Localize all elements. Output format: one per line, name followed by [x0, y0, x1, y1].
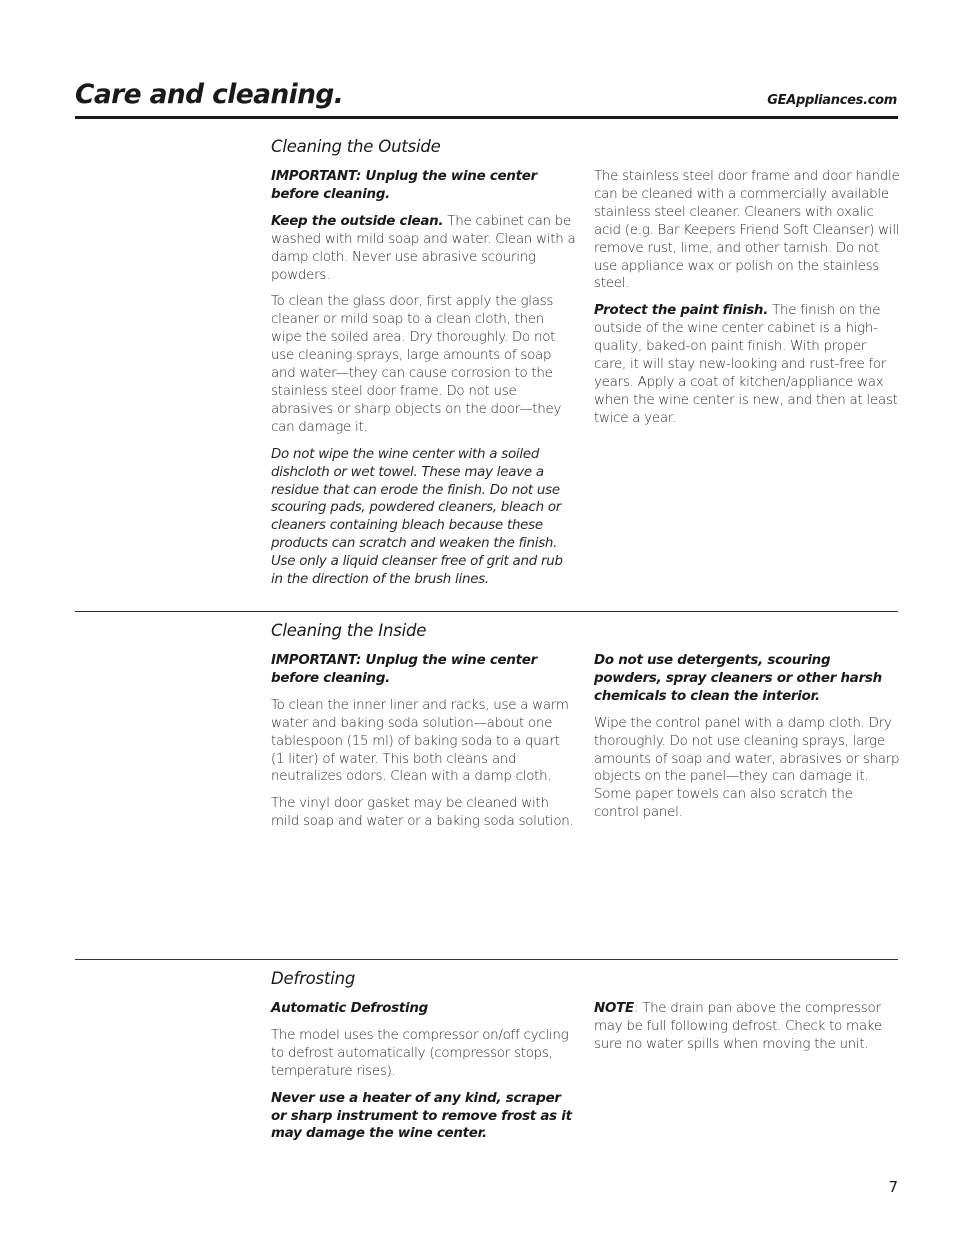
outside-paint-text: The finish on the outside of the wine center cabinet is a high-quality, baked-on paint finish. With proper care, it will stay new-looking and rust-free for years. Apply a coat of kitchen/appliance wax when the wine center is new, and then at least twice a year.	[594, 303, 898, 426]
section-divider	[75, 611, 898, 612]
defrost-note-text: : The drain pan above the compressor may be full following defrost. Check to make sure no water spills when moving the unit.	[594, 1001, 882, 1052]
outside-right-column	[594, 168, 900, 437]
inside-control-panel-paragraph: Wipe the control panel with a damp cloth. Dry thoroughly. Do not use cleaning sprays, large amounts of soap and water, abrasives or sharp objects on the panel—they can damage it. Some paper towels can also scratch the control panel.	[594, 715, 900, 821]
outside-paint-lead: Protect the paint finish.	[594, 303, 769, 319]
outside-important-notice: IMPORTANT: Unplug the wine center before cleaning.	[271, 169, 537, 202]
outside-paint-paragraph	[594, 302, 900, 427]
header-rule	[75, 116, 898, 119]
defrost-model-paragraph: The model uses the compressor on/off cycling to defrost automatically (compressor stops, temperature rises).	[271, 1027, 569, 1079]
inside-liner-paragraph: To clean the inner liner and racks, use a warm water and baking soda solution—about one tablespoon (15 ml) of baking soda to a quart (1 liter) of water. This both cleans and neutralizes odors. Clean with a damp cloth.	[271, 697, 569, 785]
outside-stainless-paragraph: The stainless steel door frame and door handle can be cleaned with a commercially available stainless steel cleaner. Cleaners with oxalic acid (e.g. Bar Keepers Friend Soft Cleanser) will remove rust, lime, and other tarnish. Do not use appliance wax or polish on the stainless steel.	[594, 169, 900, 292]
inside-right-column	[594, 652, 900, 831]
website-url: GEAppliances.com	[767, 93, 897, 108]
defrost-warning-paragraph: Never use a heater of any kind, scraper or sharp instrument to remove frost as it may damage the wine center.	[271, 1090, 572, 1142]
section-title-outside: Cleaning the Outside	[271, 137, 441, 156]
defrost-subtitle: Automatic Defrosting	[271, 1001, 428, 1016]
defrost-right-column	[594, 1000, 900, 1063]
defrost-note-paragraph	[594, 1000, 900, 1054]
defrost-left-column	[271, 1000, 576, 1152]
page-title: Care and cleaning.	[75, 79, 344, 110]
outside-left-column	[271, 168, 576, 598]
outside-keep-clean-paragraph	[271, 213, 576, 285]
page-number: 7	[888, 1178, 898, 1196]
inside-important-notice: IMPORTANT: Unplug the wine center before cleaning.	[271, 653, 537, 686]
inside-warning-paragraph: Do not use detergents, scouring powders, spray cleaners or other harsh chemicals to clean the interior.	[594, 653, 882, 704]
outside-glass-door-paragraph: To clean the glass door, first apply the glass cleaner or mild soap to a clean cloth, then wipe the soiled area. Dry thoroughly. Do not use cleaning sprays, large amounts of soap and water—they can cause corrosion to the stainless steel door frame. Do not use abrasives or sharp objects on the door—they can damage it.	[271, 294, 562, 435]
outside-keep-clean-text: The cabinet can be washed with mild soap and water. Clean with a damp cloth. Never use abrasive scouring powders.	[271, 213, 576, 283]
section-divider	[75, 959, 898, 960]
outside-keep-clean-lead: Keep the outside clean.	[271, 213, 444, 229]
inside-gasket-paragraph: The vinyl door gasket may be cleaned with mild soap and water or a baking soda solution.	[271, 796, 574, 830]
section-title-inside: Cleaning the Inside	[271, 621, 427, 640]
defrost-note-label: NOTE	[594, 1001, 634, 1016]
inside-left-column	[271, 652, 576, 840]
outside-warning-paragraph: Do not wipe the wine center with a soiled dishcloth or wet towel. These may leave a residue that can erode the finish. Do not use scouring pads, powdered cleaners, bleach or cleaners containing bleach because these products can scratch and weaken the finish. Use only a liquid cleanser free of grit and rub in the direction of the brush lines.	[271, 446, 563, 588]
section-title-defrosting: Defrosting	[271, 969, 356, 988]
